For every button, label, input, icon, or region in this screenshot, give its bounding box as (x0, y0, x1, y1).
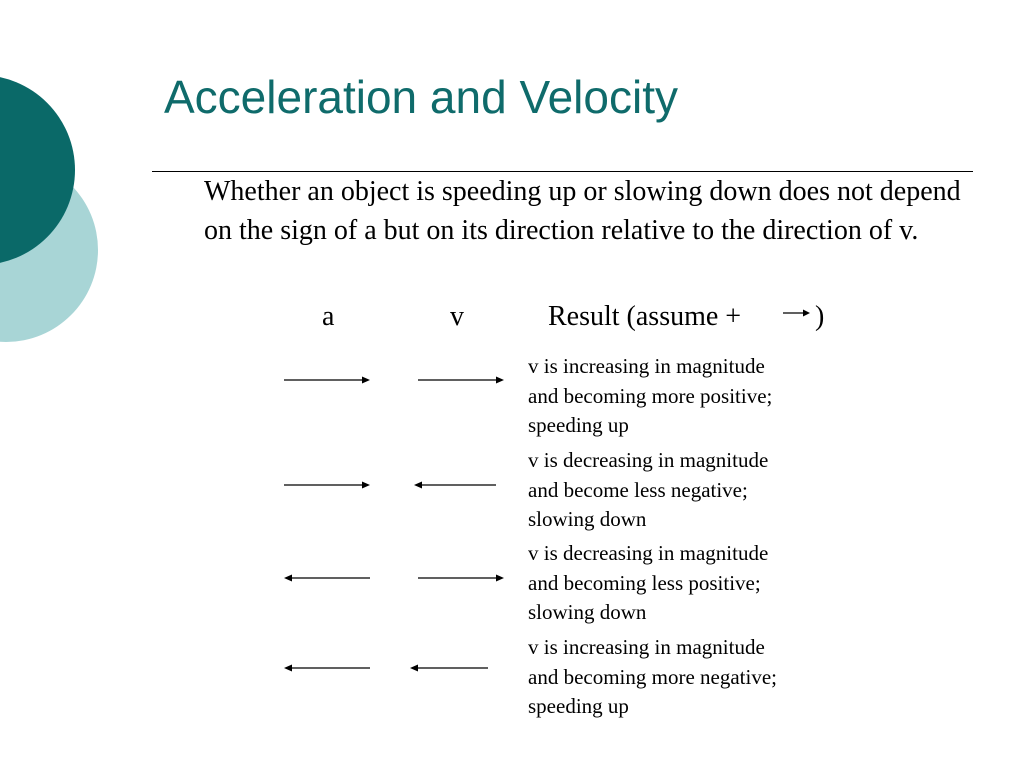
result-line: v is decreasing in magnitude (528, 541, 769, 565)
acceleration-arrow-left-icon (280, 573, 370, 583)
result-line: v is increasing in magnitude (528, 635, 765, 659)
velocity-arrow-right-icon (418, 573, 508, 583)
result-line: v is decreasing in magnitude (528, 448, 769, 472)
acceleration-arrow-right-icon (284, 480, 374, 490)
result-line: slowing down (528, 600, 647, 624)
decorative-circles (0, 0, 120, 420)
column-header-result-suffix: ) (815, 301, 825, 332)
result-line: and becoming more positive; (528, 383, 773, 408)
result-line: and become less negative; (528, 477, 748, 502)
column-header-result-prefix: Result (assume + (548, 301, 742, 332)
result-line: slowing down (528, 507, 647, 531)
velocity-arrow-left-icon (410, 480, 500, 490)
result-text (528, 633, 868, 722)
acceleration-arrow-right-icon (284, 375, 374, 385)
velocity-arrow-right-icon (418, 375, 508, 385)
intro-paragraph: Whether an object is speeding up or slowing down does not depend on the sign of a but on its direction relative to the direction of v. (204, 176, 961, 246)
result-text (528, 446, 868, 535)
slide-title: Acceleration and Velocity (164, 71, 678, 123)
result-text (528, 539, 868, 628)
acceleration-arrow-left-icon (280, 663, 370, 673)
positive-direction-arrow-icon (781, 308, 811, 318)
result-text (528, 352, 868, 441)
result-line: speeding up (528, 694, 629, 718)
velocity-arrow-left-icon (406, 663, 496, 673)
column-header-a: a (322, 301, 335, 332)
column-header-v: v (450, 301, 464, 332)
result-line: speeding up (528, 413, 629, 437)
result-line: and becoming more negative; (528, 664, 777, 689)
result-line: and becoming less positive; (528, 570, 761, 595)
result-line: v is increasing in magnitude (528, 354, 765, 378)
